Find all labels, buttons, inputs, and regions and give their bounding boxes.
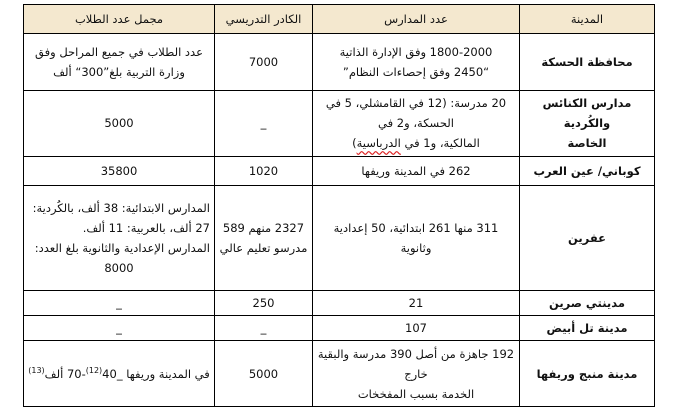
row-city: مدينتي صرين (520, 290, 655, 315)
row-students: _ (24, 315, 215, 340)
row-city-line: الخاصة (567, 136, 607, 151)
row-schools-line: 1800-2000 وفق الإدارة الذاتية (339, 45, 493, 60)
row-students: 5000 (24, 91, 215, 157)
row-city: مدينة تل أبيض (520, 315, 655, 340)
table-row (24, 290, 655, 315)
table-row (24, 156, 655, 185)
row-schools: 21 (313, 290, 520, 315)
row-city (520, 91, 655, 157)
table-row (24, 34, 655, 91)
row-schools (313, 34, 520, 91)
row-city: محافظة الحسكة (520, 34, 655, 91)
row-city: كوباني/ عين العرب (520, 156, 655, 185)
row-students-line: المدارس الإعدادية والثانوية بلغ العدد: (34, 240, 210, 255)
row-staff: _ (215, 315, 313, 340)
row-students (24, 186, 215, 290)
row-students: _ (24, 290, 215, 315)
table-row (24, 341, 655, 407)
row-city-line: مدارس الكنائس والكُردية (542, 96, 632, 131)
misspelling-underline: الدرباسية (356, 136, 401, 151)
row-schools-part: المالكية، و1 في (404, 136, 480, 151)
row-staff: _ (215, 91, 313, 157)
row-schools-line: الخدمة بسبب المفخخات (357, 386, 475, 401)
header-city: المدينة (520, 5, 655, 34)
row-schools-line: 192 جاهزة من أصل 390 مدرسة والبقية خارج (317, 346, 515, 381)
row-staff: 5000 (215, 341, 313, 407)
row-staff (215, 186, 313, 290)
row-students: 35800 (24, 156, 215, 185)
table-row (24, 91, 655, 157)
row-schools-part: ) (352, 136, 357, 151)
row-staff: 1020 (215, 156, 313, 185)
row-students-line: وزارة التربية بلغ”300“ ألف (53, 65, 185, 80)
row-students-part: -70 ألف (44, 366, 86, 381)
header-schools: عدد المدارس (313, 5, 520, 34)
schools-statistics-table (23, 4, 655, 407)
row-schools: 107 (313, 315, 520, 340)
row-students-line: 27 ألف، بالعربية: 11 ألف. (82, 220, 210, 235)
row-city: عفرين (520, 186, 655, 290)
row-city: مدينة منبج وريفها (520, 341, 655, 407)
table-header-row (24, 5, 655, 34)
row-staff-line: 2327 منهم 589 (222, 220, 305, 235)
footnote-ref: (12) (85, 365, 103, 375)
row-students (24, 341, 215, 407)
row-schools-line (317, 133, 515, 153)
header-staff: الكادر التدريسي (215, 5, 313, 34)
row-staff: 250 (215, 290, 313, 315)
row-schools (313, 341, 520, 407)
row-schools (313, 91, 520, 157)
row-students-line: 8000 (104, 260, 134, 275)
row-students (24, 34, 215, 91)
row-students-part: في المدينة وريفها _40 (102, 366, 210, 381)
row-students-line: المدارس الابتدائية: 38 ألف، بالكُردية: (32, 200, 210, 215)
row-schools-line: “2450 وفق إحصاءات النظام” (342, 65, 490, 80)
row-staff: 7000 (215, 34, 313, 91)
table-row (24, 186, 655, 290)
footnote-ref: (13) (28, 365, 45, 375)
row-schools-line: 20 مدرسة: (12 في القامشلي، 5 في الحسكة، و2 في (325, 96, 507, 131)
table-row (24, 315, 655, 340)
header-students: مجمل عدد الطلاب (24, 5, 215, 34)
row-schools: 311 منها 261 ابتدائية، 50 إعدادية وثانوية (313, 186, 520, 290)
row-students-line: عدد الطلاب في جميع المراحل وفق (35, 45, 203, 60)
row-schools: 262 في المدينة وريفها (313, 156, 520, 185)
row-staff-line: مدرسو تعليم عالي (219, 240, 308, 255)
